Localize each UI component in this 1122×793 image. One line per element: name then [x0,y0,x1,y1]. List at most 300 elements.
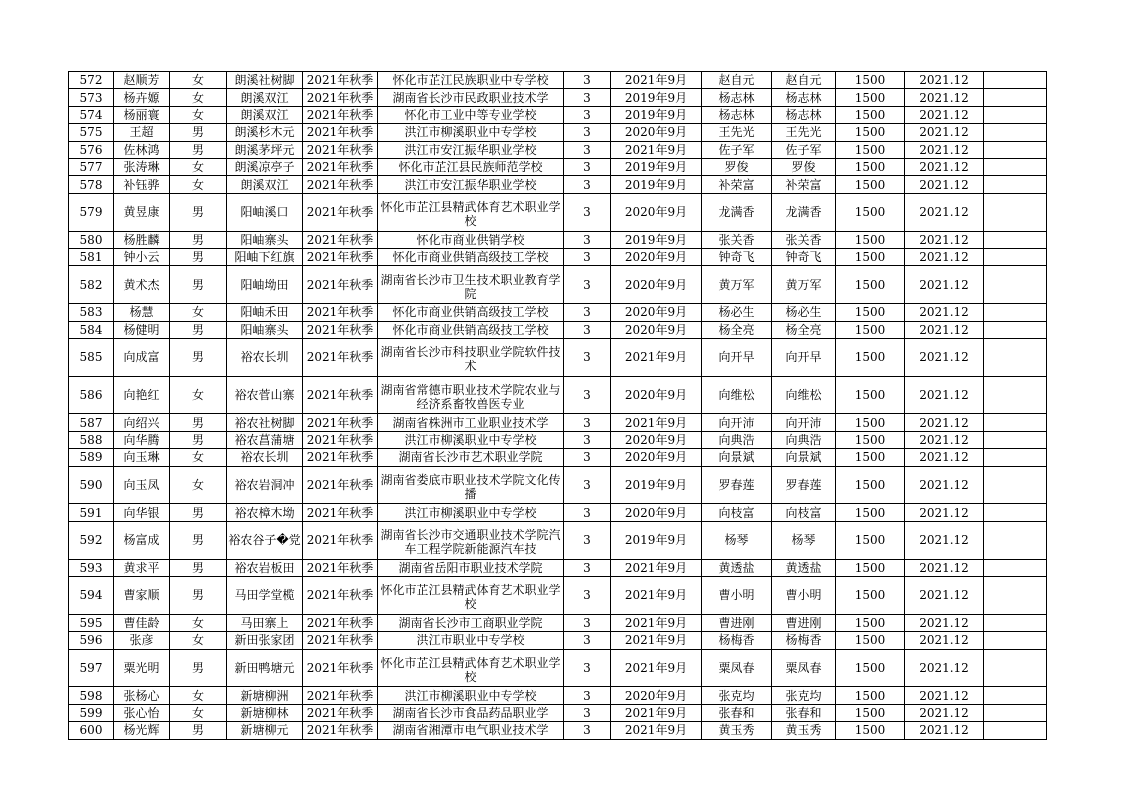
student-name-cell: 张心怡 [114,704,170,721]
school-cell: 怀化市芷江县精武体育艺术职业学校 [378,577,564,615]
term-cell: 2021年秋季 [303,124,378,141]
school-cell: 怀化市芷江县民族师范学校 [378,158,564,175]
enrollment-date-cell: 2019年9月 [611,466,702,504]
program-years-cell: 3 [564,141,611,158]
student-name-cell: 张涛琳 [114,158,170,175]
term-cell: 2021年秋季 [303,248,378,265]
student-name-cell: 杨丽寰 [114,106,170,123]
village-cell: 朗溪双江 [227,106,303,123]
remark-cell [984,141,1047,158]
program-years-cell: 3 [564,449,611,466]
row-number-cell: 597 [69,649,114,687]
school-cell: 怀化市芷江民族职业中专学校 [378,72,564,89]
amount-cell: 1500 [836,248,905,265]
issue-date-cell: 2021.12 [905,248,984,265]
enrollment-date-cell: 2020年9月 [611,304,702,321]
payee-cell: 钟奇飞 [702,248,772,265]
enrollment-date-cell: 2021年9月 [611,649,702,687]
guardian-cell: 补荣富 [772,176,836,193]
gender-cell: 男 [170,559,227,576]
term-cell: 2021年秋季 [303,321,378,338]
issue-date-cell: 2021.12 [905,577,984,615]
program-years-cell: 3 [564,521,611,559]
guardian-cell: 佐子军 [772,141,836,158]
issue-date-cell: 2021.12 [905,231,984,248]
issue-date-cell: 2021.12 [905,466,984,504]
enrollment-date-cell: 2020年9月 [611,266,702,304]
program-years-cell: 3 [564,504,611,521]
guardian-cell: 赵自元 [772,72,836,89]
program-years-cell: 3 [564,158,611,175]
remark-cell [984,704,1047,721]
school-cell: 湖南省岳阳市职业技术学院 [378,559,564,576]
student-name-cell: 杨卉嫄 [114,89,170,106]
table-row [69,414,1047,431]
village-cell: 朗溪双江 [227,89,303,106]
village-cell: 裕农岩洞冲 [227,466,303,504]
row-number-cell: 581 [69,248,114,265]
payee-cell: 龙满香 [702,193,772,231]
school-cell: 怀化市商业供销学校 [378,231,564,248]
enrollment-date-cell: 2020年9月 [611,376,702,414]
amount-cell: 1500 [836,321,905,338]
amount-cell: 1500 [836,704,905,721]
row-number-cell: 598 [69,687,114,704]
term-cell: 2021年秋季 [303,338,378,376]
amount-cell: 1500 [836,176,905,193]
issue-date-cell: 2021.12 [905,414,984,431]
student-name-cell: 王超 [114,124,170,141]
table-row [69,231,1047,248]
row-number-cell: 584 [69,321,114,338]
row-number-cell: 573 [69,89,114,106]
term-cell: 2021年秋季 [303,72,378,89]
school-cell: 怀化市芷江县精武体育艺术职业学校 [378,649,564,687]
table-row [69,504,1047,521]
student-name-cell: 向玉凤 [114,466,170,504]
gender-cell: 女 [170,687,227,704]
amount-cell: 1500 [836,521,905,559]
enrollment-date-cell: 2021年9月 [611,72,702,89]
table-row [69,722,1047,739]
enrollment-date-cell: 2020年9月 [611,321,702,338]
term-cell: 2021年秋季 [303,106,378,123]
table-row [69,124,1047,141]
village-cell: 裕农长圳 [227,449,303,466]
amount-cell: 1500 [836,649,905,687]
term-cell: 2021年秋季 [303,687,378,704]
payee-cell: 杨必生 [702,304,772,321]
program-years-cell: 3 [564,231,611,248]
enrollment-date-cell: 2021年9月 [611,141,702,158]
guardian-cell: 杨必生 [772,304,836,321]
enrollment-date-cell: 2021年9月 [611,704,702,721]
guardian-cell: 向典浩 [772,431,836,448]
village-cell: 朗溪双江 [227,176,303,193]
student-name-cell: 向绍兴 [114,414,170,431]
row-number-cell: 593 [69,559,114,576]
payee-cell: 向维松 [702,376,772,414]
term-cell: 2021年秋季 [303,449,378,466]
student-name-cell: 赵顺芳 [114,72,170,89]
amount-cell: 1500 [836,304,905,321]
program-years-cell: 3 [564,466,611,504]
row-number-cell: 588 [69,431,114,448]
guardian-cell: 向维松 [772,376,836,414]
term-cell: 2021年秋季 [303,577,378,615]
student-name-cell: 佐林鸿 [114,141,170,158]
program-years-cell: 3 [564,614,611,631]
guardian-cell: 钟奇飞 [772,248,836,265]
row-number-cell: 583 [69,304,114,321]
row-number-cell: 576 [69,141,114,158]
village-cell: 裕农社树脚 [227,414,303,431]
school-cell: 湖南省湘潭市电气职业技术学 [378,722,564,739]
gender-cell: 男 [170,338,227,376]
payee-cell: 粟凤春 [702,649,772,687]
student-name-cell: 杨胜麟 [114,231,170,248]
amount-cell: 1500 [836,466,905,504]
amount-cell: 1500 [836,614,905,631]
school-cell: 湖南省长沙市科技职业学院软件技术 [378,338,564,376]
student-subsidy-sheet [68,71,1047,740]
school-cell: 湖南省常德市职业技术学院农业与经济系畜牧兽医专业 [378,376,564,414]
term-cell: 2021年秋季 [303,376,378,414]
row-number-cell: 582 [69,266,114,304]
student-name-cell: 张杨心 [114,687,170,704]
issue-date-cell: 2021.12 [905,89,984,106]
payee-cell: 杨梅香 [702,632,772,649]
guardian-cell: 向枝富 [772,504,836,521]
remark-cell [984,722,1047,739]
remark-cell [984,124,1047,141]
school-cell: 洪江市安江振华职业学校 [378,141,564,158]
table-row [69,248,1047,265]
payee-cell: 罗春莲 [702,466,772,504]
issue-date-cell: 2021.12 [905,632,984,649]
student-name-cell: 向艳红 [114,376,170,414]
village-cell: 朗溪茅坪元 [227,141,303,158]
payee-cell: 向典浩 [702,431,772,448]
issue-date-cell: 2021.12 [905,266,984,304]
payee-cell: 杨琴 [702,521,772,559]
school-cell: 怀化市商业供销高级技工学校 [378,248,564,265]
table-row [69,632,1047,649]
gender-cell: 女 [170,376,227,414]
table-row [69,559,1047,576]
gender-cell: 男 [170,231,227,248]
term-cell: 2021年秋季 [303,176,378,193]
amount-cell: 1500 [836,106,905,123]
amount-cell: 1500 [836,504,905,521]
program-years-cell: 3 [564,338,611,376]
gender-cell: 男 [170,649,227,687]
remark-cell [984,376,1047,414]
remark-cell [984,414,1047,431]
program-years-cell: 3 [564,72,611,89]
term-cell: 2021年秋季 [303,431,378,448]
payee-cell: 杨志林 [702,106,772,123]
village-cell: 朗溪社树脚 [227,72,303,89]
issue-date-cell: 2021.12 [905,687,984,704]
gender-cell: 女 [170,72,227,89]
payee-cell: 黄玉秀 [702,722,772,739]
guardian-cell: 王先光 [772,124,836,141]
gender-cell: 男 [170,141,227,158]
amount-cell: 1500 [836,89,905,106]
issue-date-cell: 2021.12 [905,704,984,721]
table-row [69,687,1047,704]
row-number-cell: 579 [69,193,114,231]
amount-cell: 1500 [836,449,905,466]
student-name-cell: 补钰骅 [114,176,170,193]
row-number-cell: 596 [69,632,114,649]
remark-cell [984,649,1047,687]
village-cell: 裕农菖蒲塘 [227,431,303,448]
program-years-cell: 3 [564,704,611,721]
gender-cell: 女 [170,158,227,175]
payee-cell: 向开沛 [702,414,772,431]
row-number-cell: 594 [69,577,114,615]
term-cell: 2021年秋季 [303,414,378,431]
payee-cell: 黄万军 [702,266,772,304]
amount-cell: 1500 [836,559,905,576]
payee-cell: 杨全亮 [702,321,772,338]
gender-cell: 男 [170,431,227,448]
table-row [69,449,1047,466]
program-years-cell: 3 [564,431,611,448]
row-number-cell: 600 [69,722,114,739]
school-cell: 湖南省长沙市食品药品职业学 [378,704,564,721]
guardian-cell: 向景斌 [772,449,836,466]
village-cell: 阳岫下红旗 [227,248,303,265]
school-cell: 怀化市商业供销高级技工学校 [378,321,564,338]
enrollment-date-cell: 2020年9月 [611,193,702,231]
enrollment-date-cell: 2021年9月 [611,338,702,376]
table-row [69,431,1047,448]
gender-cell: 男 [170,124,227,141]
enrollment-date-cell: 2021年9月 [611,632,702,649]
payee-cell: 向枝富 [702,504,772,521]
gender-cell: 女 [170,632,227,649]
row-number-cell: 572 [69,72,114,89]
gender-cell: 男 [170,722,227,739]
guardian-cell: 杨志林 [772,89,836,106]
guardian-cell: 杨志林 [772,106,836,123]
amount-cell: 1500 [836,193,905,231]
guardian-cell: 罗春莲 [772,466,836,504]
gender-cell: 女 [170,176,227,193]
student-name-cell: 钟小云 [114,248,170,265]
program-years-cell: 3 [564,632,611,649]
remark-cell [984,466,1047,504]
row-number-cell: 589 [69,449,114,466]
village-cell: 裕农谷子�党 [227,521,303,559]
student-name-cell: 杨慧 [114,304,170,321]
gender-cell: 女 [170,89,227,106]
village-cell: 阳岫坳田 [227,266,303,304]
issue-date-cell: 2021.12 [905,376,984,414]
gender-cell: 男 [170,266,227,304]
program-years-cell: 3 [564,649,611,687]
amount-cell: 1500 [836,124,905,141]
term-cell: 2021年秋季 [303,722,378,739]
amount-cell: 1500 [836,338,905,376]
guardian-cell: 黄玉秀 [772,722,836,739]
issue-date-cell: 2021.12 [905,124,984,141]
term-cell: 2021年秋季 [303,504,378,521]
term-cell: 2021年秋季 [303,266,378,304]
school-cell: 怀化市商业供销高级技工学校 [378,304,564,321]
row-number-cell: 587 [69,414,114,431]
remark-cell [984,431,1047,448]
guardian-cell: 龙满香 [772,193,836,231]
village-cell: 马田学堂榄 [227,577,303,615]
gender-cell: 女 [170,704,227,721]
guardian-cell: 杨全亮 [772,321,836,338]
table-row [69,466,1047,504]
remark-cell [984,577,1047,615]
table-row [69,106,1047,123]
program-years-cell: 3 [564,304,611,321]
issue-date-cell: 2021.12 [905,521,984,559]
term-cell: 2021年秋季 [303,704,378,721]
gender-cell: 男 [170,414,227,431]
school-cell: 湖南省株洲市工业职业技术学 [378,414,564,431]
school-cell: 洪江市职业中专学校 [378,632,564,649]
remark-cell [984,504,1047,521]
payee-cell: 王先光 [702,124,772,141]
village-cell: 新田张家团 [227,632,303,649]
guardian-cell: 张春和 [772,704,836,721]
row-number-cell: 577 [69,158,114,175]
amount-cell: 1500 [836,722,905,739]
issue-date-cell: 2021.12 [905,449,984,466]
table-row [69,376,1047,414]
enrollment-date-cell: 2020年9月 [611,504,702,521]
school-cell: 怀化市工业中等专业学校 [378,106,564,123]
village-cell: 裕农长圳 [227,338,303,376]
remark-cell [984,231,1047,248]
program-years-cell: 3 [564,193,611,231]
payee-cell: 杨志林 [702,89,772,106]
student-name-cell: 向华银 [114,504,170,521]
amount-cell: 1500 [836,632,905,649]
student-name-cell: 张彦 [114,632,170,649]
remark-cell [984,193,1047,231]
table-row [69,141,1047,158]
school-cell: 湖南省长沙市民政职业技术学 [378,89,564,106]
issue-date-cell: 2021.12 [905,504,984,521]
amount-cell: 1500 [836,141,905,158]
remark-cell [984,338,1047,376]
term-cell: 2021年秋季 [303,649,378,687]
payee-cell: 张克均 [702,687,772,704]
school-cell: 湖南省长沙市艺术职业学院 [378,449,564,466]
amount-cell: 1500 [836,231,905,248]
village-cell: 阳岫溪口 [227,193,303,231]
payee-cell: 佐子军 [702,141,772,158]
issue-date-cell: 2021.12 [905,338,984,376]
issue-date-cell: 2021.12 [905,321,984,338]
enrollment-date-cell: 2019年9月 [611,176,702,193]
school-cell: 洪江市柳溪职业中专学校 [378,431,564,448]
amount-cell: 1500 [836,266,905,304]
table-row [69,72,1047,89]
guardian-cell: 向开沛 [772,414,836,431]
enrollment-date-cell: 2021年9月 [611,577,702,615]
enrollment-date-cell: 2020年9月 [611,431,702,448]
village-cell: 阳岫禾田 [227,304,303,321]
issue-date-cell: 2021.12 [905,559,984,576]
school-cell: 洪江市柳溪职业中专学校 [378,124,564,141]
row-number-cell: 599 [69,704,114,721]
village-cell: 马田寨上 [227,614,303,631]
village-cell: 新塘柳洲 [227,687,303,704]
issue-date-cell: 2021.12 [905,649,984,687]
remark-cell [984,72,1047,89]
remark-cell [984,614,1047,631]
term-cell: 2021年秋季 [303,158,378,175]
term-cell: 2021年秋季 [303,89,378,106]
table-row [69,521,1047,559]
guardian-cell: 黄万军 [772,266,836,304]
enrollment-date-cell: 2021年9月 [611,722,702,739]
remark-cell [984,521,1047,559]
remark-cell [984,632,1047,649]
enrollment-date-cell: 2020年9月 [611,449,702,466]
student-name-cell: 曹家顺 [114,577,170,615]
issue-date-cell: 2021.12 [905,431,984,448]
row-number-cell: 586 [69,376,114,414]
row-number-cell: 580 [69,231,114,248]
table-row [69,89,1047,106]
remark-cell [984,248,1047,265]
remark-cell [984,176,1047,193]
gender-cell: 男 [170,504,227,521]
guardian-cell: 黄透盐 [772,559,836,576]
student-name-cell: 杨富成 [114,521,170,559]
table-row [69,193,1047,231]
payee-cell: 赵自元 [702,72,772,89]
enrollment-date-cell: 2021年9月 [611,414,702,431]
student-name-cell: 曹佳龄 [114,614,170,631]
program-years-cell: 3 [564,376,611,414]
remark-cell [984,449,1047,466]
payee-cell: 曹进刚 [702,614,772,631]
village-cell: 裕农菅山寨 [227,376,303,414]
guardian-cell: 张克均 [772,687,836,704]
program-years-cell: 3 [564,266,611,304]
payee-cell: 黄透盐 [702,559,772,576]
row-number-cell: 591 [69,504,114,521]
enrollment-date-cell: 2020年9月 [611,124,702,141]
row-number-cell: 595 [69,614,114,631]
guardian-cell: 罗俊 [772,158,836,175]
enrollment-date-cell: 2020年9月 [611,248,702,265]
amount-cell: 1500 [836,431,905,448]
program-years-cell: 3 [564,176,611,193]
row-number-cell: 592 [69,521,114,559]
village-cell: 朗溪杉木元 [227,124,303,141]
school-cell: 洪江市柳溪职业中专学校 [378,504,564,521]
table-body [69,72,1047,740]
program-years-cell: 3 [564,559,611,576]
guardian-cell: 张关香 [772,231,836,248]
school-cell: 洪江市安江振华职业学校 [378,176,564,193]
enrollment-date-cell: 2019年9月 [611,106,702,123]
row-number-cell: 575 [69,124,114,141]
